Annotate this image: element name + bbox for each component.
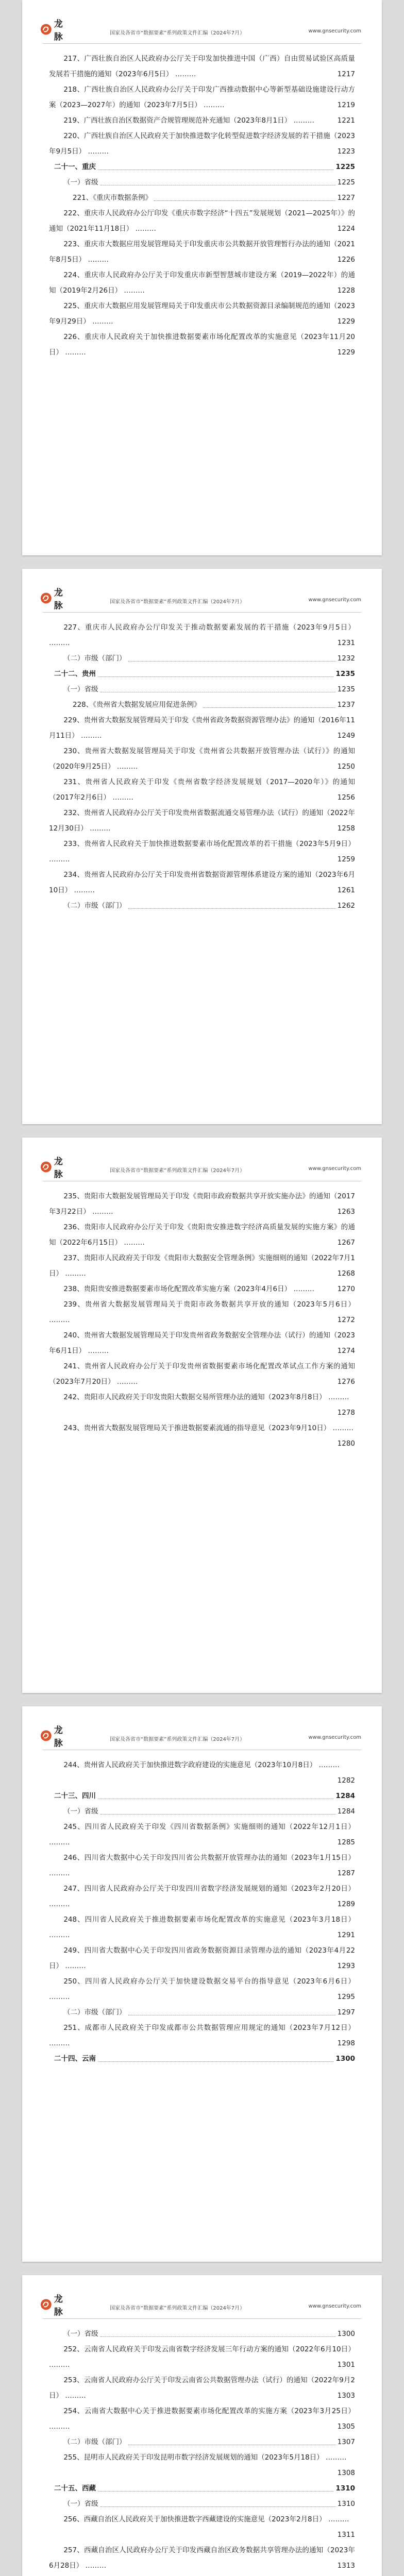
brand-name: 龙脉 (54, 1725, 63, 1749)
toc-entry-title: 231、贵州省人民政府关于印发《贵州省数字经济发展规划（2017—2020年）》的通知（2017年2月6日） (49, 778, 355, 802)
toc-entry[interactable] (49, 1974, 355, 2005)
toc-leader-dots: ……… (72, 886, 95, 894)
website-url: www.gnsecurity.com (308, 28, 361, 34)
toc-entry[interactable] (49, 2342, 355, 2372)
toc-leader-dots (203, 707, 335, 708)
toc-leader-dots: ……… (49, 639, 70, 647)
toc-entry-title: 224、重庆市人民政府办公厅关于印发重庆市新型智慧城市建设方案（2019—2022年）的通知（2019年2月26日） (49, 271, 355, 295)
toc-entry-title: 236、贵阳市人民政府办公厅关于印发《贵阳贵安推进数字经济高质量发展的实施方案》的通知（2022年6月15日） (49, 1223, 355, 1247)
dragon-logo-icon (40, 23, 53, 36)
toc-entry[interactable] (49, 697, 355, 713)
toc-page-number: 1217 (337, 70, 355, 78)
toc-leader-dots (154, 200, 335, 201)
toc-entry[interactable] (49, 1912, 355, 1943)
toc-leader-dots: ……… (83, 2562, 107, 2570)
toc-entry[interactable] (49, 206, 355, 236)
toc-page-number: 1249 (337, 732, 355, 740)
toc-entry[interactable] (49, 1757, 355, 1788)
toc-leader-dots: ……… (78, 732, 102, 740)
dragon-logo-icon (40, 2298, 53, 2311)
toc-page-number: 1223 (337, 147, 355, 156)
toc-entry-title: 250、四川省人民政府办公厅关于加快建设数据交易平台的指导意见（2023年6月6日） (63, 1977, 355, 1986)
toc-leader-dots: ……… (316, 1761, 340, 1769)
toc-entry-title: 二十五、西藏 (54, 2484, 96, 2493)
toc-entry[interactable] (49, 128, 355, 159)
toc-page-number: 1237 (337, 701, 355, 709)
toc-page-number: 1221 (337, 116, 355, 125)
toc-page-number: 1289 (337, 1900, 355, 1908)
toc-entry-title: 253、云南省人民政府办公厅关于印发云南省公共数据管理办法（试行）的通知（2022年9月2日） (49, 2376, 355, 2400)
toc-entry[interactable] (49, 1189, 355, 1219)
toc-entry[interactable] (49, 1359, 355, 1389)
toc-subsection-heading[interactable] (49, 2005, 355, 2020)
brand-name: 龙脉 (54, 588, 63, 611)
document-title: 国家及各省市“数据要素”系列政策文件汇编（2024年7月） (110, 30, 245, 36)
brand-logo (40, 1157, 71, 1180)
toc-leader-dots: ……… (49, 1931, 70, 1939)
toc-subsection-heading[interactable] (49, 2496, 355, 2512)
document-page (22, 569, 382, 1124)
toc-page-number: 1225 (337, 178, 355, 187)
document-page (22, 2275, 382, 2576)
page-header (43, 0, 361, 44)
toc-entry-title: 228、《贵州省大数据发展应用促进条例》 (73, 701, 201, 709)
brand-name: 龙脉 (54, 19, 63, 42)
toc-section-heading[interactable] (49, 1788, 355, 1804)
toc-entry[interactable] (49, 190, 355, 206)
toc-leader-dots (128, 661, 335, 662)
toc-entry-title: 240、贵州省大数据发展管理局关于印发贵州省政务数据安全管理办法（试行）的通知（2023年6月1日） (49, 1331, 355, 1355)
toc-entry-title: 229、贵州省大数据发展管理局关于印发《贵州省政务数据资源管理办法》的通知（2016年11月11日） (49, 716, 355, 740)
toc-entry-title: 233、贵州省人民政府关于加快推进数据要素市场化配置改革的若干措施（2023年5月9日） (63, 840, 355, 848)
website-url: www.gnsecurity.com (308, 1735, 361, 1740)
toc-leader-dots: ……… (291, 1285, 314, 1293)
toc-leader-dots: ……… (63, 1269, 86, 1278)
toc-list (22, 613, 382, 913)
page-header (43, 569, 361, 613)
toc-entry-title: 243、贵州省大数据发展管理局关于推进数据要素流通的指导意见（2023年9月10日） (63, 1424, 331, 1432)
toc-page-number: 1262 (337, 902, 355, 910)
toc-leader-dots (98, 2491, 333, 2492)
toc-page-number: 1313 (337, 2562, 355, 2570)
toc-entry-title: 二十四、云南 (54, 2055, 96, 2063)
dragon-logo-icon (40, 591, 53, 605)
toc-page-number: 1308 (337, 2469, 355, 2477)
toc-entry-title: 254、云南省大数据中心关于推进数据要素市场化配置改革的实施方案（2023年3月25日） (63, 2407, 355, 2415)
document-page (22, 1706, 382, 2262)
toc-page-number: 1250 (337, 762, 355, 771)
toc-section-heading[interactable] (49, 2481, 355, 2496)
toc-page-number: 1284 (335, 1792, 355, 1800)
toc-leader-dots: ……… (86, 1347, 109, 1355)
document-title: 国家及各省市“数据要素”系列政策文件汇编（2024年7月） (110, 599, 245, 605)
toc-leader-dots: ……… (87, 824, 111, 833)
toc-page-number: 1232 (337, 654, 355, 663)
toc-page-number: 1274 (337, 1347, 355, 1355)
toc-leader-dots: ……… (49, 2422, 70, 2431)
toc-page-number: 1235 (335, 670, 355, 678)
toc-page-number: 1303 (337, 2392, 355, 2400)
brand-name: 龙脉 (54, 1157, 63, 1180)
toc-leader-dots: ……… (49, 1900, 70, 1908)
toc-entry[interactable] (49, 329, 355, 360)
toc-entry-title: 227、重庆市人民政府办公厅印发关于推动数据要素发展的若干措施（2023年9月5日） (63, 623, 355, 632)
toc-entry-title: 219、广西壮族自治区数据资产合规管理规范补充通知（2023年8月1日） (63, 116, 292, 125)
website-url: www.gnsecurity.com (308, 597, 361, 603)
toc-entry-title: 241、贵州省人民政府办公厅关于印发贵州省数据要素市场化配置改革试点工作方案的通知（2023年7月20日） (49, 1362, 355, 1386)
brand-name: 龙脉 (54, 2294, 63, 2317)
toc-entry-title (63, 2573, 126, 2576)
toc-leader-dots: ……… (114, 1378, 138, 1386)
toc-page-number: 1280 (337, 1439, 355, 1448)
toc-leader-dots: ……… (49, 2361, 70, 2369)
toc-page-number: 1229 (337, 317, 355, 326)
toc-page-number: 1293 (337, 1962, 355, 1970)
toc-entry-title: 237、贵阳市人民政府关于印发《贵阳市大数据安全管理条例》实施细则的通知（2022年7月1日） (49, 1254, 355, 1278)
toc-entry[interactable] (49, 1250, 355, 1281)
toc-entry[interactable] (49, 2450, 355, 2481)
toc-page-number: 1227 (337, 194, 355, 202)
toc-entry-title: 221、《重庆市数据条例》 (73, 194, 153, 202)
toc-subsection-heading[interactable] (49, 1804, 355, 1819)
toc-entry-title: 235、贵阳市大数据发展管理局关于印发《贵阳市政府数据共享开放实施办法》的通知（2017年3月22日） (49, 1192, 355, 1216)
toc-entry-title: （二）市级（部门） (63, 902, 126, 910)
toc-page-number: 1225 (335, 163, 355, 171)
toc-leader-dots: ……… (49, 1316, 70, 1324)
toc-entry-title: 225、重庆市大数据应用发展管理局关于印发重庆市公共数据资源目录编制规范的通知（2023年9月29日） (49, 302, 355, 326)
brand-logo (40, 1725, 71, 1749)
toc-entry[interactable] (49, 620, 355, 651)
toc-subsection-heading[interactable] (49, 2326, 355, 2342)
toc-entry-title: 251、成都市人民政府关于印发成都市公共数据管理应用规定的通知（2023年7月12日） (63, 2024, 355, 2032)
toc-leader-dots: ……… (63, 2392, 86, 2400)
toc-entry-title: 223、重庆市大数据应用发展管理局关于印发重庆市公共数据开放管理暂行办法的通知（2021年8月5日） (49, 240, 355, 264)
toc-leader-dots: ……… (323, 2453, 347, 2462)
toc-entry-title: 257、西藏自治区人民政府办公厅关于印发西藏自治区政务数据共享管理办法的通知（2023年6月28日） (49, 2546, 355, 2570)
toc-page-number: 1284 (337, 1807, 355, 1816)
toc-leader-dots: ……… (49, 2039, 70, 2047)
toc-leader-dots (128, 908, 335, 909)
toc-page-number: 1235 (337, 685, 355, 693)
toc-page-number (338, 2573, 355, 2576)
document-page (22, 0, 382, 555)
toc-entry[interactable] (49, 1297, 355, 1328)
document-title: 国家及各省市“数据要素”系列政策文件汇编（2024年7月） (110, 1737, 245, 1742)
toc-page-number: 1310 (335, 2484, 355, 2493)
toc-entry[interactable] (49, 1881, 355, 1912)
toc-leader-dots: ……… (122, 1239, 145, 1247)
toc-entry-title: 232、贵州省人民政府办公厅关于印发贵州省数据流通交易管理办法（试行）的通知（2022年12月30日） (49, 809, 355, 833)
toc-page-number: 1231 (337, 639, 355, 647)
toc-leader-dots: ……… (49, 1838, 70, 1846)
toc-entry[interactable] (49, 236, 355, 267)
toc-page-number: 1307 (337, 2438, 355, 2446)
dragon-logo-icon (40, 1729, 53, 1742)
dragon-logo-icon (40, 1160, 53, 1174)
toc-page-number: 1259 (337, 855, 355, 863)
toc-leader-dots: ……… (114, 762, 138, 771)
toc-entry[interactable] (49, 743, 355, 774)
toc-section-heading[interactable] (49, 159, 355, 175)
toc-entry[interactable] (49, 1943, 355, 1974)
toc-entry-title: 242、贵阳市人民政府关于印发贵阳大数据交易所管理办法的通知（2023年8月8日） (63, 1393, 326, 1401)
toc-page-number: 1305 (337, 2422, 355, 2431)
toc-page-number: 1285 (337, 1838, 355, 1846)
brand-logo (40, 2294, 71, 2317)
toc-leader-dots: ……… (330, 1424, 354, 1432)
toc-entry[interactable] (49, 267, 355, 298)
page-header (43, 1138, 361, 1181)
toc-subsection-heading[interactable] (49, 2573, 355, 2576)
page-header (43, 1706, 361, 1750)
toc-page-number: 1258 (337, 824, 355, 833)
toc-entry-title: 218、广西壮族自治区人民政府办公厅关于印发广西推动数据中心等新型基础设施建设行动方案（2023—2027年）的通知（2023年7月5日） (49, 86, 355, 109)
toc-entry-title: 二十二、贵州 (54, 670, 96, 678)
website-url: www.gnsecurity.com (308, 1166, 361, 1172)
toc-entry-title: （一）省级 (63, 178, 98, 187)
toc-entry[interactable] (49, 2543, 355, 2573)
toc-leader-dots: ……… (49, 855, 70, 863)
toc-entry-title: 248、四川省人民政府关于推进数据要素市场化配置改革的实施意见（2023年3月18日） (63, 1916, 355, 1924)
toc-entry-title: 222、重庆市人民政府办公厅印发《重庆市数字经济“十四五”发展规划（2021—2025年）》的通知（2021年11月18日） (49, 209, 355, 233)
toc-page-number: 1276 (337, 1378, 355, 1386)
toc-entry-title: 217、广西壮族自治区人民政府办公厅关于印发加快推进中国（广西）自由贸易试验区高质量发展若干措施的通知（2023年6月5日） (49, 55, 355, 78)
toc-leader-dots: ……… (326, 1393, 349, 1401)
toc-page-number: 1295 (337, 1993, 355, 2001)
toc-entry[interactable] (49, 2372, 355, 2403)
brand-logo (40, 19, 71, 42)
toc-page-number: 1311 (337, 2531, 355, 2539)
toc-list (22, 44, 382, 360)
toc-leader-dots: ……… (49, 1993, 70, 2001)
toc-entry[interactable] (49, 867, 355, 898)
toc-list (22, 1750, 382, 2066)
toc-entry-title: 238、贵阳贵安推进数据要素市场化配置改革实施方案（2023年4月6日） (63, 1285, 292, 1293)
toc-entry-title: 二十一、重庆 (54, 163, 96, 171)
toc-entry-title: （二）市级（部门） (63, 654, 126, 663)
toc-entry-title: 230、贵州省大数据发展管理局关于印发《贵州省公共数据开放管理办法（试行）》的通知（2020年9月25日） (49, 747, 355, 771)
toc-entry-title: （一）省级 (63, 2330, 98, 2338)
toc-entry-title: （二）市级（部门） (63, 2008, 126, 2016)
toc-leader-dots (98, 2061, 333, 2062)
toc-subsection-heading[interactable] (49, 651, 355, 666)
toc-page-number: 1263 (337, 1208, 355, 1216)
toc-entry[interactable] (49, 82, 355, 113)
toc-leader-dots: ……… (326, 2515, 349, 2523)
toc-entry[interactable] (49, 805, 355, 836)
toc-page-number: 1224 (337, 225, 355, 233)
toc-entry[interactable] (49, 2020, 355, 2051)
toc-section-heading[interactable] (49, 666, 355, 682)
document-title: 国家及各省市“数据要素”系列政策文件汇编（2024年7月） (110, 2306, 245, 2311)
toc-page-number: 1287 (337, 1869, 355, 1877)
toc-entry-title: 239、贵州省大数据发展管理局关于贵阳市政务数据共享开放的通知（2023年5月6日） (63, 1300, 355, 1309)
toc-page-number: 1270 (337, 1285, 355, 1293)
toc-entry[interactable] (49, 1420, 355, 1451)
toc-entry[interactable] (49, 836, 355, 867)
toc-leader-dots (98, 676, 333, 677)
toc-page-number: 1278 (337, 1409, 355, 1417)
toc-subsection-heading[interactable] (49, 682, 355, 697)
toc-entry-title: 256、西藏自治区人民政府关于加快推进数字西藏建设的实施意见（2023年2月8日） (63, 2515, 326, 2523)
toc-leader-dots: ……… (122, 286, 145, 295)
toc-page-number: 1229 (337, 348, 355, 357)
toc-entry[interactable] (49, 1819, 355, 1850)
toc-page-number: 1268 (337, 1269, 355, 1278)
toc-page-number: 1226 (337, 256, 355, 264)
toc-entry[interactable] (49, 774, 355, 805)
toc-page-number: 1298 (337, 2039, 355, 2047)
toc-entry[interactable] (49, 713, 355, 743)
toc-entry-title: 245、四川省人民政府关于印发《四川省数据条例》实施细则的通知（2022年12月1日） (63, 1823, 355, 1831)
toc-page-number: 1272 (337, 1316, 355, 1324)
page-header (43, 2275, 361, 2319)
toc-page-number: 1297 (337, 2008, 355, 2016)
toc-entry-title: （一）省级 (63, 2500, 98, 2508)
toc-entry[interactable] (49, 1281, 355, 1297)
toc-entry-title: 二十三、四川 (54, 1792, 96, 1800)
toc-leader-dots: ……… (49, 1869, 70, 1877)
toc-entry-title: 249、四川省大数据中心关于印发四川省政务数据资源目录管理办法的通知（2023年4月22日） (49, 1946, 355, 1970)
toc-page-number: 1310 (337, 2500, 355, 2508)
toc-entry[interactable] (49, 1850, 355, 1881)
toc-page-number: 1228 (337, 286, 355, 295)
toc-entry[interactable] (49, 2403, 355, 2434)
toc-page-number: 1261 (337, 886, 355, 894)
toc-leader-dots: ……… (63, 1962, 86, 1970)
toc-page-number: 1291 (337, 1931, 355, 1939)
toc-leader-dots: ……… (90, 1208, 113, 1216)
toc-entry[interactable] (49, 51, 355, 82)
toc-entry-title: （一）省级 (63, 1807, 98, 1816)
toc-entry[interactable] (49, 113, 355, 128)
toc-entry-title: 252、云南省人民政府关于印发云南省数字经济发展三年行动方案的通知（2022年6月10日） (63, 2345, 355, 2353)
toc-leader-dots (100, 2336, 335, 2337)
toc-leader-dots (100, 2506, 335, 2507)
toc-page-number: 1256 (337, 793, 355, 802)
toc-leader-dots (100, 1814, 335, 1815)
toc-list (22, 1181, 382, 1451)
toc-list (22, 2319, 382, 2576)
toc-leader-dots: ……… (86, 256, 109, 264)
website-url: www.gnsecurity.com (308, 2303, 361, 2309)
toc-page-number: 1300 (335, 2055, 355, 2063)
toc-entry-title: 246、四川省大数据中心关于印发四川省公共数据开放管理办法的通知（2023年1月15日） (63, 1854, 355, 1862)
document-page (22, 1138, 382, 1693)
toc-section-heading[interactable] (49, 2051, 355, 2066)
brand-logo (40, 588, 71, 611)
toc-page-number: 1300 (337, 2330, 355, 2338)
toc-subsection-heading[interactable] (49, 2434, 355, 2450)
toc-leader-dots: ……… (63, 348, 86, 357)
toc-leader-dots: ……… (133, 225, 157, 233)
toc-subsection-heading[interactable] (49, 898, 355, 913)
toc-leader-dots: ……… (110, 793, 133, 802)
toc-entry-title: （一）省级 (63, 685, 98, 693)
toc-leader-dots: ……… (291, 116, 314, 125)
toc-leader-dots: ……… (90, 317, 113, 326)
toc-subsection-heading[interactable] (49, 175, 355, 190)
toc-leader-dots: ……… (201, 101, 225, 109)
toc-entry-title: 247、四川省人民政府办公厅关于印发四川省数字经济发展规划的通知（2023年2月20日） (63, 1885, 355, 1893)
toc-page-number: 1282 (337, 1776, 355, 1785)
toc-entry[interactable] (49, 1389, 355, 1420)
toc-page-number: 1219 (337, 101, 355, 109)
toc-page-number: 1267 (337, 1239, 355, 1247)
toc-leader-dots: ……… (173, 70, 196, 78)
toc-entry-title: 234、贵州省人民政府办公厅关于印发贵州省数据资源管理体系建设方案的通知（2023年6月10日） (49, 871, 355, 894)
toc-entry-title: （二）市级（部门） (63, 2438, 126, 2446)
toc-entry-title: 255、昆明市人民政府关于印发昆明市数字经济发展规划的通知（2023年5月18日） (63, 2453, 324, 2462)
toc-page-number: 1301 (337, 2361, 355, 2369)
toc-leader-dots: ……… (86, 147, 109, 156)
toc-entry-title: 244、贵州省人民政府关于加快推进数字政府建设的实施意见（2023年10月8日） (63, 1761, 317, 1769)
toc-entry-title: 220、广西壮族自治区人民政府关于加快推进数字化转型促进数字经济发展的若干措施（2023年9月5日） (49, 132, 355, 156)
toc-entry-title: 226、重庆市人民政府关于加快推进数据要素市场化配置改革的实施意见（2023年11月20日） (49, 333, 355, 357)
toc-entry[interactable] (49, 298, 355, 329)
document-title: 国家及各省市“数据要素”系列政策文件汇编（2024年7月） (110, 1168, 245, 1174)
toc-entry[interactable] (49, 1328, 355, 1359)
toc-entry[interactable] (49, 2512, 355, 2543)
toc-entry[interactable] (49, 1219, 355, 1250)
